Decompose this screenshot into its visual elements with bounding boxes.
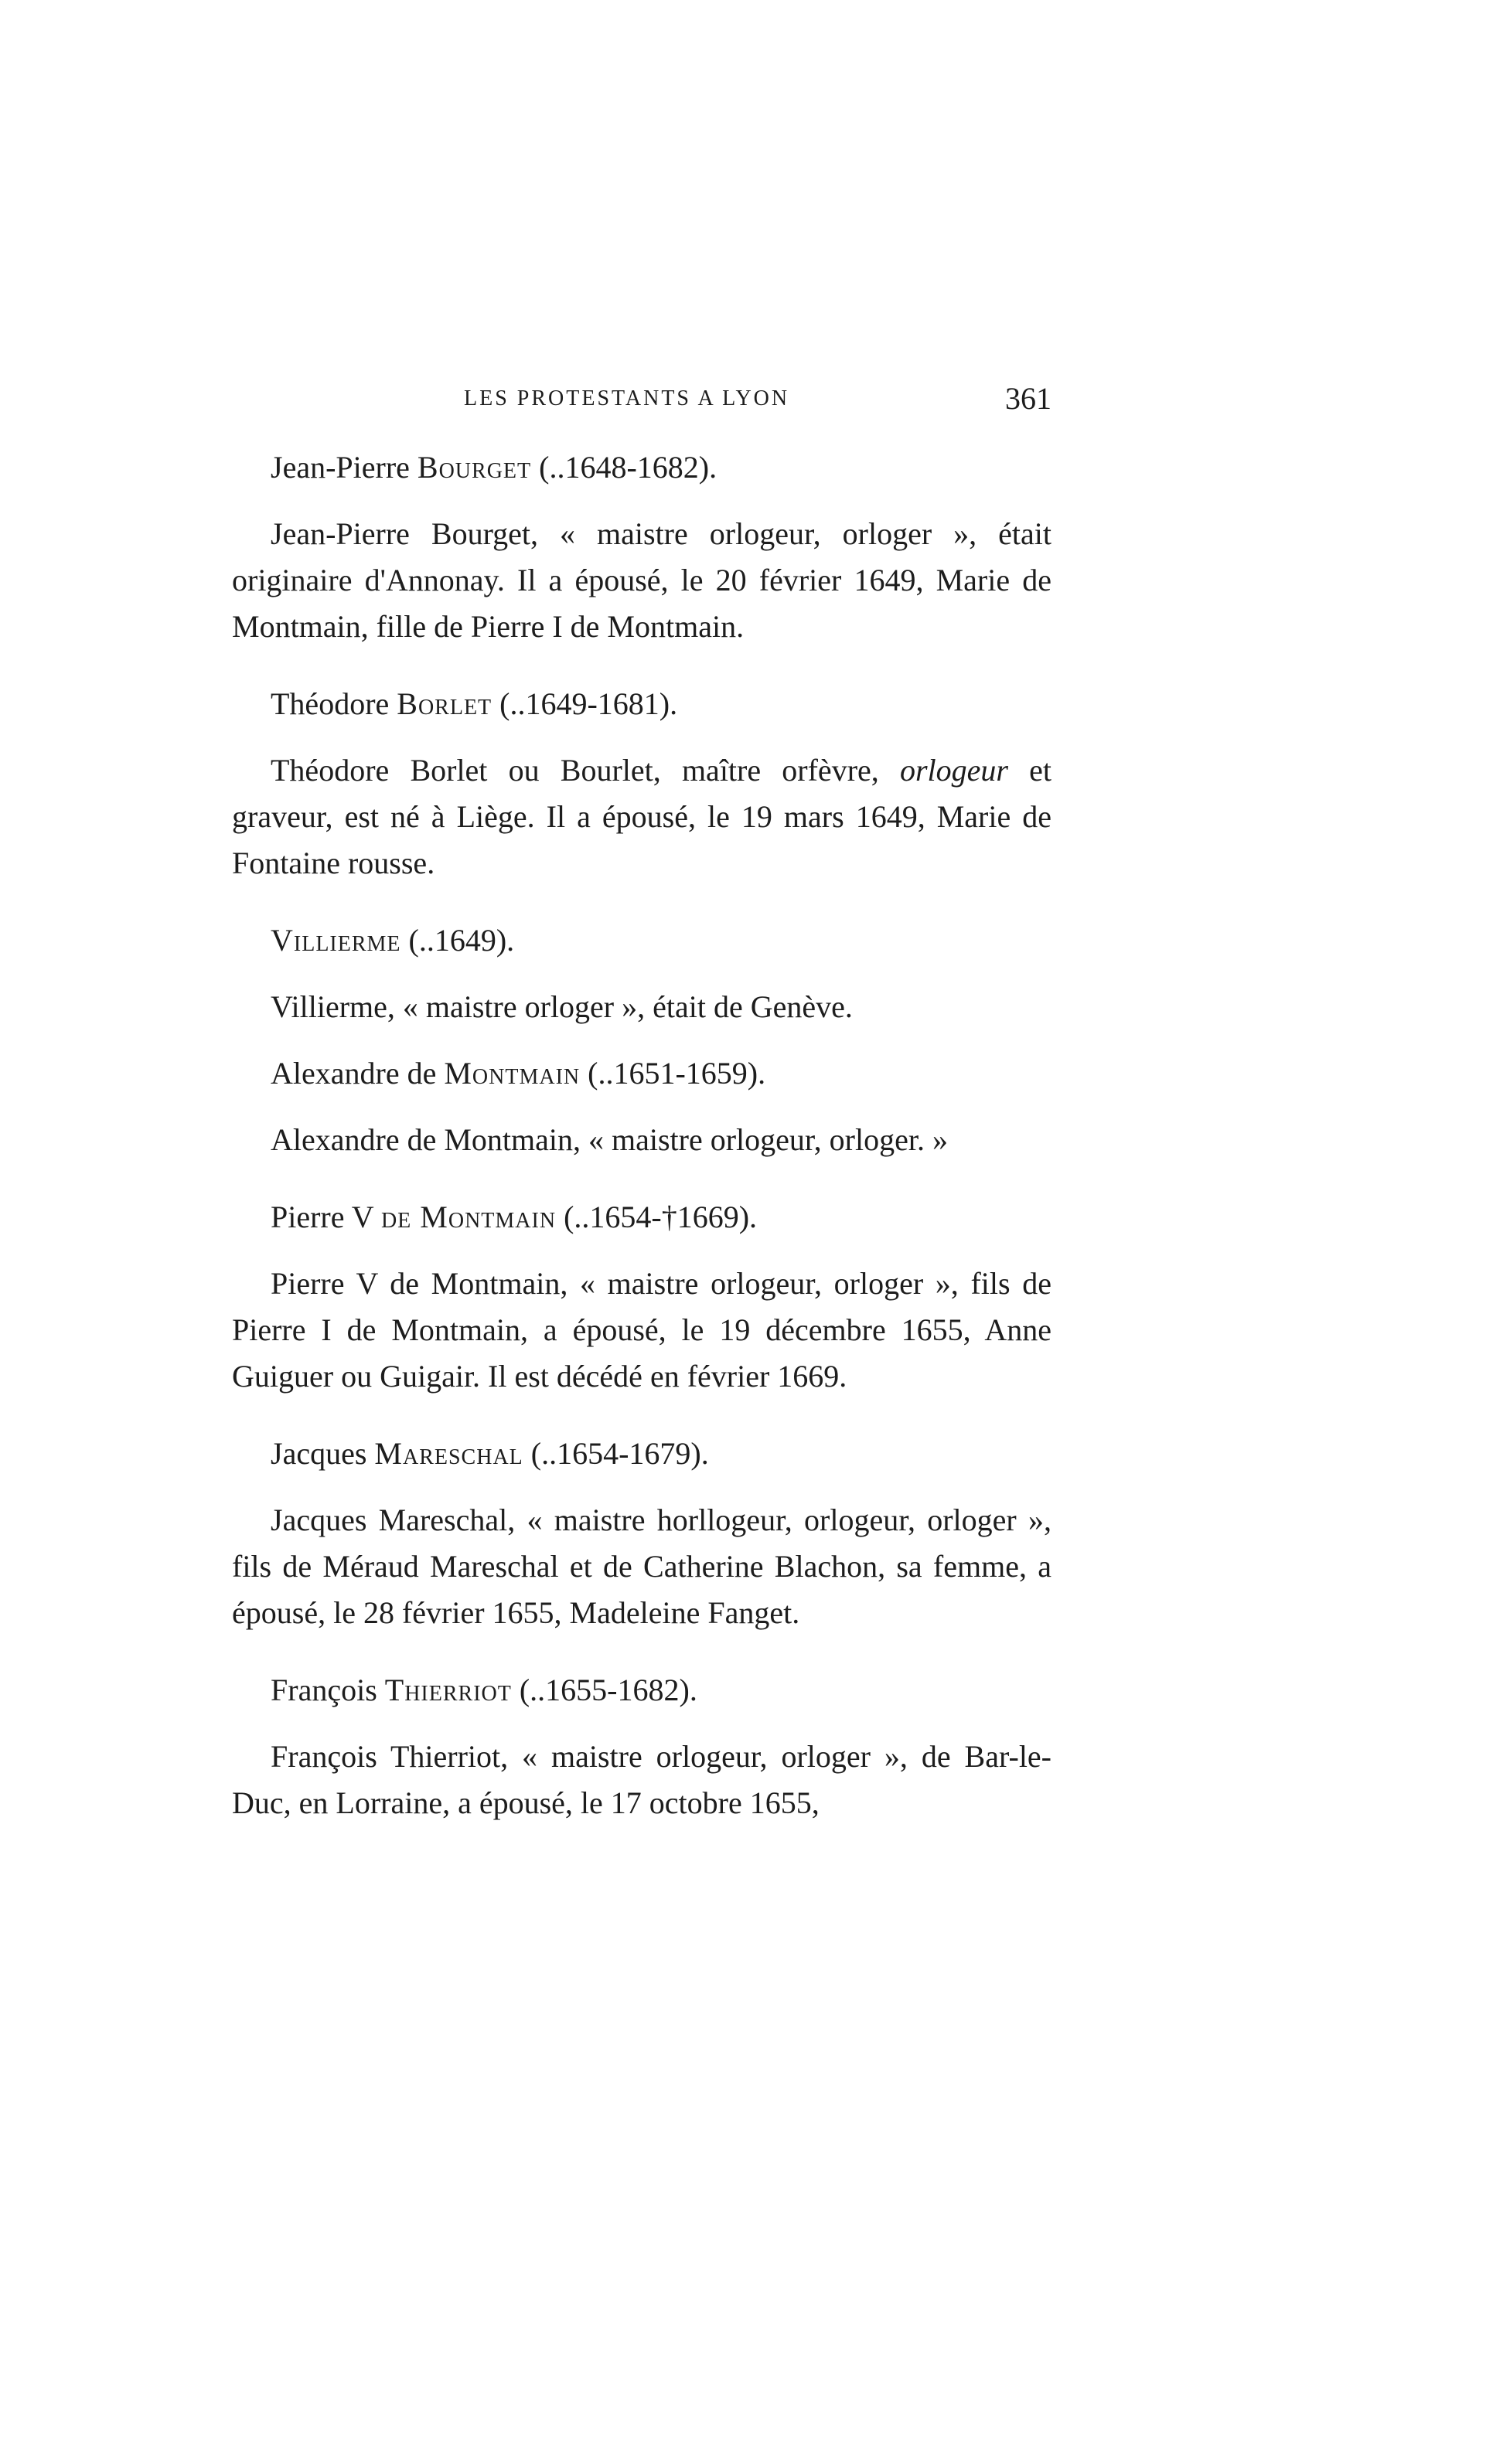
entry-surname: de Montmain — [380, 1200, 557, 1234]
entry-surname: Montmain — [444, 1056, 581, 1091]
entry-heading-mareschal: Jacques Mareschal (..1654-1679). — [271, 1436, 709, 1471]
entry-surname: Thierriot — [384, 1673, 512, 1707]
entry-heading-pierre-v-montmain: Pierre V de Montmain (..1654-†1669). — [271, 1200, 758, 1234]
entry-body-thierriot: François Thierriot, « maistre orlogeur, orloger », de Bar-le-Duc, en Lorraine, a épousé, le 17 octobre 1655, — [232, 1739, 1051, 1820]
entry-surname: Borlet — [397, 686, 492, 721]
entry-body-alexandre-montmain: Alexandre de Montmain, « maistre orlogeur, orloger. » — [271, 1122, 948, 1157]
italic-term: orlogeur — [899, 753, 1008, 788]
entry-surname: Villierme — [271, 923, 401, 958]
entry-surname: Mareschal — [374, 1436, 523, 1471]
running-title: LES PROTESTANTS A LYON — [464, 386, 790, 410]
page-body — [232, 444, 1051, 1826]
entry-body-pierre-v-montmain: Pierre V de Montmain, « maistre orlogeur, orloger », fils de Pierre I de Montmain, a épousé, le 19 décembre 1655, Anne Guiguer ou Guigair. Il est décédé en février 1669. — [232, 1266, 1051, 1394]
running-head — [232, 380, 1051, 427]
entry-body-villierme: Villierme, « maistre orloger », était de Genève. — [271, 989, 853, 1024]
entry-body-borlet: Théodore Borlet ou Bourlet, maître orfèvre, orlogeur et graveur, est né à Liège. Il a épousé, le 19 mars 1649, Marie de Fontaine rousse. — [232, 753, 1052, 880]
entry-heading-alexandre-montmain: Alexandre de Montmain (..1651-1659). — [271, 1056, 766, 1091]
page-number: 361 — [1005, 381, 1051, 416]
entry-heading-villierme: Villierme (..1649). — [271, 923, 515, 958]
entry-body-mareschal: Jacques Mareschal, « maistre horllogeur, orlogeur, orloger », fils de Méraud Mareschal et de Catherine Blachon, sa femme, a épousé, le 28 février 1655, Madeleine Fanget. — [232, 1503, 1051, 1630]
entry-heading-borlet: Théodore Borlet (..1649-1681). — [271, 686, 678, 721]
entry-heading-bourget: Jean-Pierre Bourget (..1648-1682). — [271, 450, 717, 485]
entry-surname: Bourget — [417, 450, 532, 485]
entry-body-bourget: Jean-Pierre Bourget, « maistre orlogeur, orloger », était originaire d'Annonay. Il a épousé, le 20 février 1649, Marie de Montmain, fille de Pierre I de Montmain. — [232, 516, 1051, 644]
entry-heading-thierriot: François Thierriot (..1655-1682). — [271, 1673, 697, 1707]
